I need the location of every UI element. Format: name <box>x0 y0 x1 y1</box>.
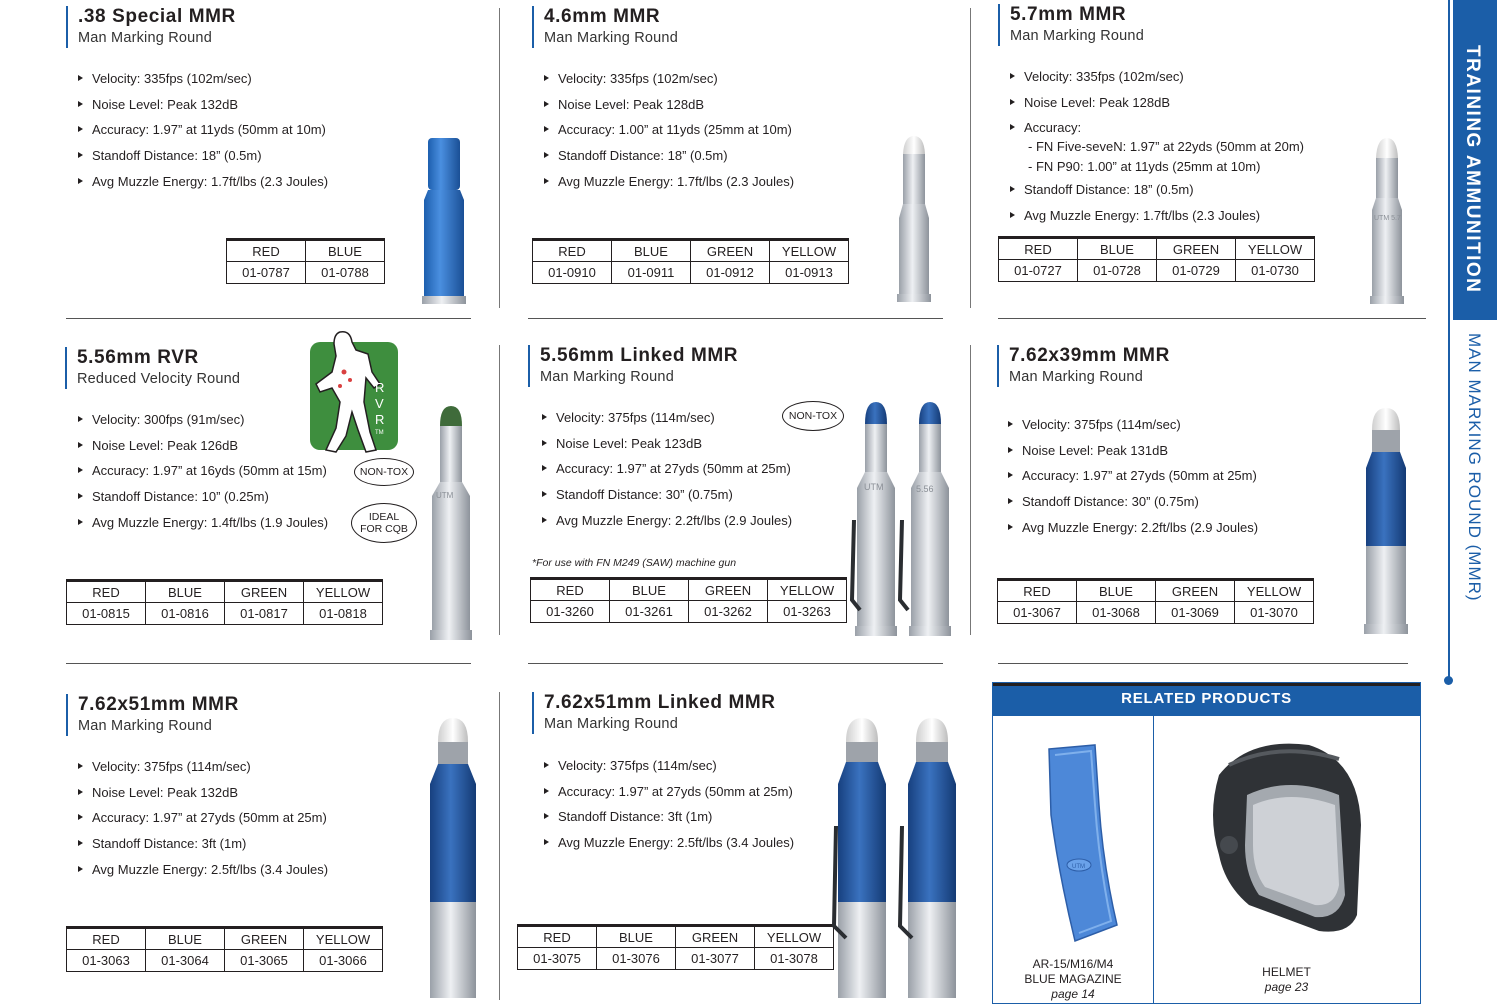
badge-label: NON-TOX <box>359 466 409 478</box>
column-divider <box>970 345 971 635</box>
round-marking: 5.56 <box>916 484 934 494</box>
spec-list <box>1006 416 1258 544</box>
spec-item: Avg Muzzle Energy: 2.2ft/lbs (2.9 Joules) <box>1006 519 1258 545</box>
spec-list <box>542 757 794 860</box>
magazine-marking: UTM <box>1072 864 1085 870</box>
spec-item: Standoff Distance: 10” (0.25m) <box>76 488 328 514</box>
part-number: 01-3263 <box>768 601 847 623</box>
part-number: 01-0817 <box>225 603 304 625</box>
color-header: RED <box>531 579 610 601</box>
color-header: YELLOW <box>304 581 383 603</box>
part-number: 01-3070 <box>1235 602 1314 624</box>
non-tox-badge <box>782 401 844 431</box>
spec-item: Standoff Distance: 18” (0.5m) <box>1008 181 1304 207</box>
spec-item: Standoff Distance: 30” (0.75m) <box>540 486 792 512</box>
part-number: 01-3063 <box>67 950 146 972</box>
round-marking: UTM 5.7 <box>1374 215 1401 222</box>
color-header: YELLOW <box>770 240 849 262</box>
part-number: 01-3069 <box>1156 602 1235 624</box>
product-heading <box>65 347 240 389</box>
badge-label: NON-TOX <box>788 410 838 422</box>
part-number: 01-0913 <box>770 262 849 284</box>
part-number: 01-0912 <box>691 262 770 284</box>
color-header: BLUE <box>1078 238 1157 260</box>
product-heading <box>997 345 1170 387</box>
part-number: 01-3064 <box>146 950 225 972</box>
color-header: GREEN <box>676 926 755 948</box>
helmet-image[interactable] <box>1189 735 1369 945</box>
row-divider <box>528 663 943 664</box>
spec-item: Noise Level: Peak 128dB <box>1008 94 1304 120</box>
spec-item: Velocity: 375fps (114m/sec) <box>1006 416 1258 442</box>
part-number-table <box>66 926 383 972</box>
spec-item: Accuracy: 1.97” at 27yds (50mm at 25m) <box>76 809 328 835</box>
spec-list <box>1008 68 1304 233</box>
logo-letter: V <box>375 396 384 411</box>
product-heading <box>66 6 236 48</box>
product-title: .38 Special MMR <box>78 6 236 27</box>
color-header: RED <box>999 238 1078 260</box>
product-subtitle: Man Marking Round <box>78 30 212 46</box>
part-number: 01-3066 <box>304 950 383 972</box>
logo-letter: R <box>375 380 385 395</box>
part-number: 01-3260 <box>531 601 610 623</box>
color-header: GREEN <box>225 928 304 950</box>
part-number: 01-0730 <box>1236 260 1315 282</box>
related-divider <box>1153 713 1154 1003</box>
column-divider <box>970 8 971 308</box>
product-heading <box>66 694 239 736</box>
part-number-table <box>997 578 1314 624</box>
page-reference: page 23 <box>1264 980 1309 994</box>
color-header: YELLOW <box>768 579 847 601</box>
color-header: RED <box>227 240 306 262</box>
product-subtitle: Man Marking Round <box>544 716 678 732</box>
product-name-line: BLUE MAGAZINE <box>1024 972 1122 986</box>
part-number: 01-3076 <box>597 948 676 970</box>
color-header: RED <box>67 581 146 603</box>
row-divider <box>998 663 1408 664</box>
color-header: GREEN <box>225 581 304 603</box>
spec-item: Velocity: 375fps (114m/sec) <box>76 758 328 784</box>
color-header: GREEN <box>1156 580 1235 602</box>
round-image-5-56mm-rvr <box>428 404 474 644</box>
round-image-38-special <box>416 138 476 308</box>
spec-item: Velocity: 375fps (114m/sec) <box>542 757 794 783</box>
product-title: 5.56mm RVR <box>77 347 199 368</box>
part-number: 01-0815 <box>67 603 146 625</box>
spec-item: Velocity: 375fps (114m/sec) <box>540 409 792 435</box>
rvr-logo <box>310 332 400 454</box>
color-header: BLUE <box>146 581 225 603</box>
round-marking: UTM <box>864 482 884 492</box>
blue-magazine-image[interactable] <box>1025 745 1120 945</box>
spec-item: Standoff Distance: 3ft (1m) <box>76 835 328 861</box>
spec-item: Accuracy: 1.97” at 11yds (50mm at 10m) <box>76 121 328 147</box>
spec-item: Velocity: 335fps (102m/sec) <box>542 70 794 96</box>
section-tab-label: TRAINING AMMUNITION <box>1462 45 1483 294</box>
spec-item: Noise Level: Peak 128dB <box>542 96 794 122</box>
related-products-header <box>993 683 1420 716</box>
part-number: 01-0910 <box>533 262 612 284</box>
spec-item: Avg Muzzle Energy: 2.5ft/lbs (3.4 Joules) <box>542 834 794 860</box>
product-title: 7.62x51mm Linked MMR <box>544 692 776 713</box>
part-number: 01-0818 <box>304 603 383 625</box>
product-title: 5.7mm MMR <box>1010 4 1127 25</box>
part-number: 01-0911 <box>612 262 691 284</box>
ideal-for-cqb-badge <box>351 503 417 543</box>
part-number-table <box>226 238 385 284</box>
product-name-line: HELMET <box>1262 965 1311 979</box>
side-accent-dot <box>1444 676 1453 685</box>
spec-item: Noise Level: Peak 131dB <box>1006 442 1258 468</box>
part-number: 01-0816 <box>146 603 225 625</box>
row-divider <box>528 318 943 319</box>
spec-item: Standoff Distance: 3ft (1m) <box>542 808 794 834</box>
spec-item: Standoff Distance: 18” (0.5m) <box>542 147 794 173</box>
spec-list <box>76 70 328 198</box>
round-image-7-62x51mm <box>424 716 482 1000</box>
product-heading <box>532 6 678 48</box>
spec-subitem: - FN P90: 1.00” at 11yds (25mm at 10m) <box>1028 159 1261 175</box>
product-heading <box>532 692 776 734</box>
round-marking: UTM <box>436 491 454 500</box>
part-number-table <box>998 236 1315 282</box>
color-header: GREEN <box>691 240 770 262</box>
row-divider <box>66 663 471 664</box>
spec-item: Noise Level: Peak 123dB <box>540 435 792 461</box>
usage-note: *For use with FN M249 (SAW) machine gun <box>532 557 737 569</box>
color-header: BLUE <box>612 240 691 262</box>
column-divider <box>499 8 500 308</box>
part-number: 01-3065 <box>225 950 304 972</box>
color-header: RED <box>518 926 597 948</box>
spec-item: Avg Muzzle Energy: 1.7ft/lbs (2.3 Joules) <box>1008 207 1304 233</box>
product-heading <box>528 345 738 387</box>
badge-label: FOR CQB <box>360 523 408 535</box>
spec-item: Avg Muzzle Energy: 2.2ft/lbs (2.9 Joules) <box>540 512 792 538</box>
color-header: BLUE <box>146 928 225 950</box>
part-number: 01-0728 <box>1078 260 1157 282</box>
part-number: 01-3068 <box>1077 602 1156 624</box>
part-number-table <box>517 924 834 970</box>
round-image-4-6mm <box>893 134 937 306</box>
product-subtitle: Reduced Velocity Round <box>77 371 241 387</box>
spec-item: Noise Level: Peak 132dB <box>76 784 328 810</box>
spec-list <box>542 70 794 198</box>
product-subtitle: Man Marking Round <box>544 30 678 46</box>
page-reference: page 14 <box>1051 987 1095 1001</box>
color-header: GREEN <box>689 579 768 601</box>
spec-list <box>540 409 792 537</box>
spec-item: Standoff Distance: 18” (0.5m) <box>76 147 328 173</box>
spec-item: Accuracy: 1.97” at 27yds (50mm at 25m) <box>540 460 792 486</box>
product-title: 7.62x51mm MMR <box>78 694 239 715</box>
color-header: RED <box>998 580 1077 602</box>
product-subtitle: Man Marking Round <box>1010 28 1144 44</box>
part-number: 01-3262 <box>689 601 768 623</box>
color-header: GREEN <box>1157 238 1236 260</box>
part-number-table <box>530 577 847 623</box>
product-subtitle: Man Marking Round <box>540 369 674 385</box>
spec-item: Accuracy: 1.97” at 16yds (50mm at 15m) <box>76 462 328 488</box>
row-divider <box>998 318 1426 319</box>
color-header: BLUE <box>610 579 689 601</box>
color-header: YELLOW <box>1236 238 1315 260</box>
badge-label: IDEAL <box>368 511 400 523</box>
spec-list <box>76 758 328 886</box>
round-image-5-7mm <box>1366 136 1410 308</box>
part-number: 01-3075 <box>518 948 597 970</box>
color-header: BLUE <box>597 926 676 948</box>
spec-item: Accuracy: 1.97” at 27yds (50mm at 25m) <box>542 783 794 809</box>
spec-item: Accuracy: 1.00” at 11yds (25mm at 10m) <box>542 121 794 147</box>
product-title: 5.56mm Linked MMR <box>540 345 739 366</box>
row-divider <box>66 318 471 319</box>
side-accent-line <box>1448 0 1450 680</box>
color-header: BLUE <box>306 240 385 262</box>
color-header: RED <box>67 928 146 950</box>
related-products-panel <box>992 682 1421 1004</box>
part-number-table <box>66 579 383 625</box>
part-number: 01-3077 <box>676 948 755 970</box>
product-subtitle: Man Marking Round <box>78 718 212 734</box>
spec-item <box>1008 119 1304 181</box>
spec-subitem: - FN Five-seveN: 1.97” at 22yds (50mm at 20m) <box>1028 139 1304 155</box>
color-header: YELLOW <box>1235 580 1314 602</box>
color-header: YELLOW <box>304 928 383 950</box>
product-name-line: AR-15/M16/M4 <box>1032 957 1114 971</box>
linked-rounds-image-5-56mm <box>850 400 960 640</box>
column-divider <box>499 692 500 1000</box>
product-heading <box>998 4 1144 46</box>
round-image-7-62x39mm <box>1360 406 1412 638</box>
part-number: 01-3261 <box>610 601 689 623</box>
part-number: 01-3067 <box>998 602 1077 624</box>
spec-item: Avg Muzzle Energy: 1.7ft/lbs (2.3 Joules) <box>76 173 328 199</box>
spec-accuracy-label: Accuracy: <box>1024 120 1082 136</box>
subsection-label: MAN MARKING ROUND (MMR) <box>1465 333 1484 602</box>
product-subtitle: Man Marking Round <box>1009 369 1143 385</box>
spec-item: Accuracy: 1.97” at 27yds (50mm at 25m) <box>1006 467 1258 493</box>
column-divider <box>499 345 500 635</box>
part-number-table <box>532 238 849 284</box>
related-item-magazine[interactable] <box>993 957 1153 1002</box>
linked-rounds-image-7-62x51mm <box>832 716 972 1000</box>
section-tab[interactable] <box>1453 0 1497 320</box>
logo-tm: TM <box>375 430 384 436</box>
related-products-title: RELATED PRODUCTS <box>1121 690 1292 707</box>
part-number: 01-0729 <box>1157 260 1236 282</box>
color-header: RED <box>533 240 612 262</box>
spec-item: Standoff Distance: 30” (0.75m) <box>1006 493 1258 519</box>
part-number: 01-0787 <box>227 262 306 284</box>
spec-item: Noise Level: Peak 126dB <box>76 437 328 463</box>
spec-item: Velocity: 335fps (102m/sec) <box>76 70 328 96</box>
spec-item: Avg Muzzle Energy: 2.5ft/lbs (3.4 Joules) <box>76 861 328 887</box>
spec-item: Noise Level: Peak 132dB <box>76 96 328 122</box>
spec-item: Velocity: 335fps (102m/sec) <box>1008 68 1304 94</box>
part-number: 01-0727 <box>999 260 1078 282</box>
non-tox-badge <box>354 458 414 486</box>
color-header: BLUE <box>1077 580 1156 602</box>
spec-item: Avg Muzzle Energy: 1.4ft/lbs (1.9 Joules) <box>76 514 328 540</box>
logo-letter: R <box>375 412 385 427</box>
spec-item: Velocity: 300fps (91m/sec) <box>76 411 328 437</box>
spec-item: Avg Muzzle Energy: 1.7ft/lbs (2.3 Joules) <box>542 173 794 199</box>
product-title: 4.6mm MMR <box>544 6 661 27</box>
color-header: YELLOW <box>755 926 834 948</box>
related-item-helmet[interactable] <box>1153 965 1420 995</box>
spec-list <box>76 411 328 539</box>
product-title: 7.62x39mm MMR <box>1009 345 1170 366</box>
part-number: 01-3078 <box>755 948 834 970</box>
part-number: 01-0788 <box>306 262 385 284</box>
